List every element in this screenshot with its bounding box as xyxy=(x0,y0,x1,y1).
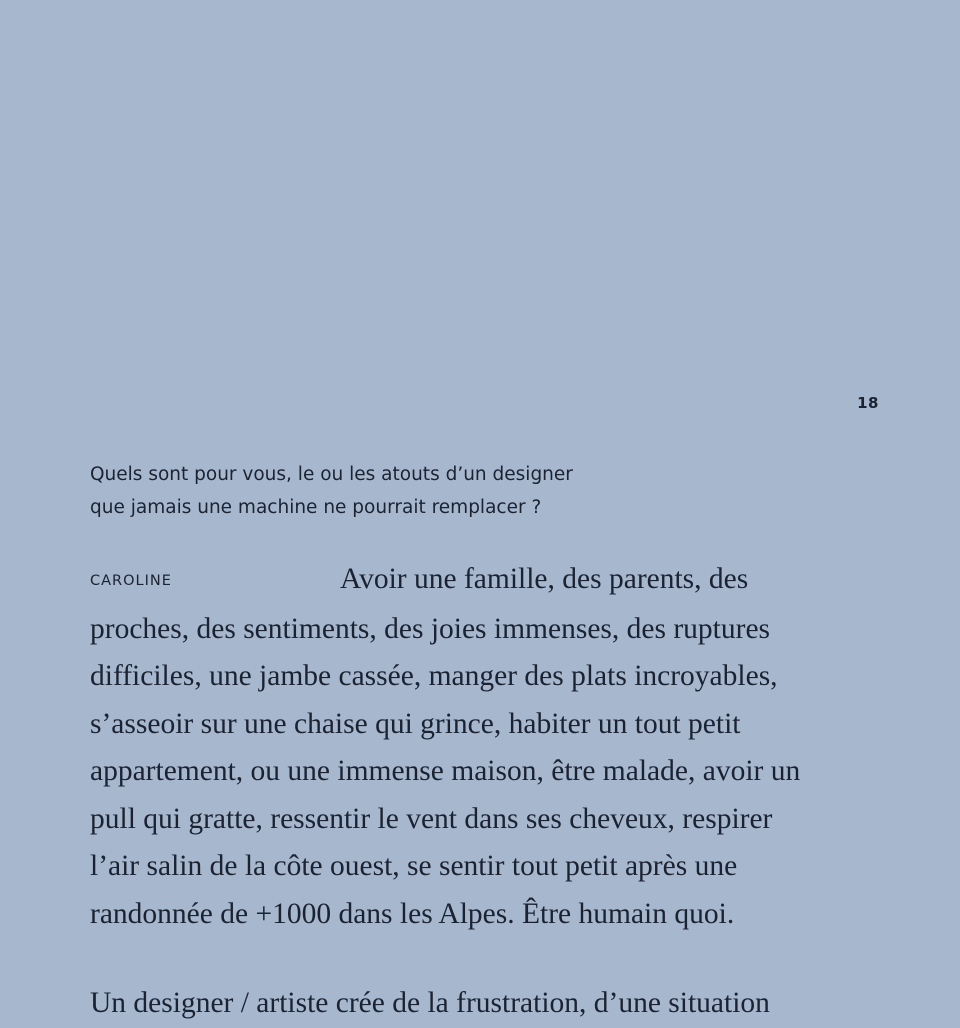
answer-line: randonnée de +1000 dans les Alpes. Être humain quoi. xyxy=(90,897,735,930)
answer-line: appartement, ou une immense maison, être malade, avoir un xyxy=(90,755,801,787)
page-number: 18 xyxy=(857,394,879,412)
interview-answer xyxy=(90,556,890,938)
speaker-name: CAROLINE xyxy=(90,573,172,589)
question-line: que jamais une machine ne pourrait remplacer ? xyxy=(90,497,542,518)
answer-line: Avoir une famille, des parents, des xyxy=(340,563,749,595)
answer-line: s’asseoir sur une chaise qui grince, habiter un tout petit xyxy=(90,707,741,740)
answer-line: pull qui gratte, ressentir le vent dans ses cheveux, respirer xyxy=(90,802,773,835)
question-line: Quels sont pour vous, le ou les atouts d’un designer xyxy=(90,464,573,485)
answer-line: difficiles, une jambe cassée, manger des plats incroyables, xyxy=(90,660,778,692)
interview-question xyxy=(90,458,730,524)
next-paragraph: Un designer / artiste crée de la frustration, d’une situation xyxy=(90,987,770,1019)
answer-line: l’air salin de la côte ouest, se sentir tout petit après une xyxy=(90,850,738,882)
answer-line: proches, des sentiments, des joies immenses, des ruptures xyxy=(90,612,771,645)
